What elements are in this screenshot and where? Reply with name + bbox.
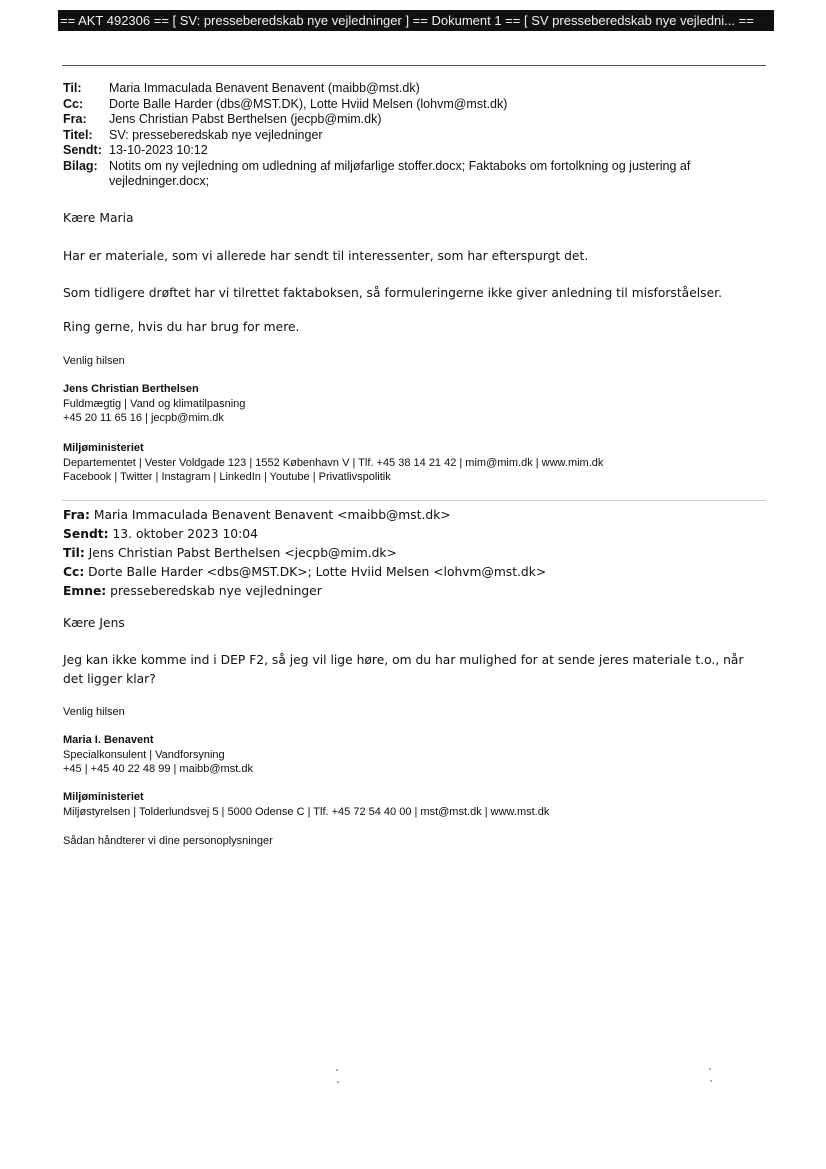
reply-closing: Venlig hilsen xyxy=(63,355,125,367)
forward-cc-value: Dorte Balle Harder <dbs@MST.DK>; Lotte Hviid Melsen <lohvm@mst.dk> xyxy=(88,565,547,579)
sendt-value: 13-10-2023 10:12 xyxy=(109,143,208,157)
reply-paragraph-3: Ring gerne, hvis du har brug for mere. xyxy=(63,320,300,334)
titel-label: Titel: xyxy=(63,127,93,142)
fra-label: Fra: xyxy=(63,112,87,126)
organization-links[interactable]: Facebook | Twitter | Instagram | LinkedIn | Youtube | Privatlivspolitik xyxy=(63,471,391,483)
forward-sendt-value: 13. oktober 2023 10:04 xyxy=(112,527,258,541)
header-row-fra xyxy=(63,112,763,128)
forward-emne-label: Emne: xyxy=(63,584,107,598)
forward-til-label: Til: xyxy=(63,546,85,560)
reply-paragraph-2: Som tidligere drøftet har vi tilrettet faktaboksen, så formuleringerne ikke giver anledning til misforståelser. xyxy=(63,286,722,300)
forward-row-sendt xyxy=(63,525,763,544)
signature-name: Jens Christian Berthelsen xyxy=(63,383,199,395)
reply-greeting: Kære Maria xyxy=(63,211,134,225)
cc-value: Dorte Balle Harder (dbs@MST.DK), Lotte Hviid Melsen (lohvm@mst.dk) xyxy=(109,96,508,111)
forward-header xyxy=(63,506,763,601)
forward-signature-contact: +45 | +45 40 22 48 99 | maibb@mst.dk xyxy=(63,763,253,775)
til-value: Maria Immaculada Benavent Benavent (maibb@mst.dk) xyxy=(109,81,420,95)
document-banner: == AKT 492306 == [ SV: presseberedskab nye vejledninger ] == Dokument 1 == [ SV presseberedskab nye vejledni... == xyxy=(58,10,774,31)
bilag-label: Bilag: xyxy=(63,158,98,173)
forward-emne-value: presseberedskab nye vejledninger xyxy=(110,584,322,598)
header-row-til xyxy=(63,81,763,97)
organization-name: Miljøministeriet xyxy=(63,442,144,454)
forward-cc-label: Cc: xyxy=(63,565,85,579)
forward-organization xyxy=(63,790,763,819)
forward-row-til xyxy=(63,544,763,563)
sendt-label: Sendt: xyxy=(63,143,102,157)
fra-value: Jens Christian Pabst Berthelsen (jecpb@mim.dk) xyxy=(109,112,382,126)
header-row-sendt xyxy=(63,143,763,159)
forward-organization-name: Miljøministeriet xyxy=(63,791,144,803)
email-header xyxy=(63,81,763,190)
signature-contact: +45 20 11 65 16 | jecpb@mim.dk xyxy=(63,412,224,424)
forward-row-fra xyxy=(63,506,763,525)
forward-fra-value: Maria Immaculada Benavent Benavent <maibb@mst.dk> xyxy=(93,508,451,522)
header-divider xyxy=(62,65,766,66)
forward-signature-title: Specialkonsulent | Vandforsyning xyxy=(63,748,225,761)
forward-signature-name: Maria I. Benavent xyxy=(63,734,154,746)
reply-paragraph-1: Har er materiale, som vi allerede har sendt til interessenter, som har efterspurgt det. xyxy=(63,249,589,263)
scan-speck xyxy=(336,1069,338,1071)
header-row-titel xyxy=(63,128,763,144)
bilag-value: Notits om ny vejledning om udledning af miljøfarlige stoffer.docx; Faktaboks om fortolkning og justering af vejledninger.docx; xyxy=(109,158,691,188)
forward-paragraph-1: Jeg kan ikke komme ind i DEP F2, så jeg vil lige høre, om du har mulighed for at sende jeres materiale t.o., når det ligger klar? xyxy=(63,653,744,686)
organization-address: Departementet | Vester Voldgade 123 | 1552 København V | Tlf. +45 38 14 21 42 | mim@mim.dk | www.mim.dk xyxy=(63,456,604,469)
forward-closing: Venlig hilsen xyxy=(63,706,125,718)
forward-row-emne xyxy=(63,582,763,601)
forward-signature xyxy=(63,733,763,777)
forward-fra-label: Fra: xyxy=(63,508,90,522)
privacy-link[interactable]: Sådan håndterer vi dine personoplysninger xyxy=(63,835,273,847)
forward-til-value: Jens Christian Pabst Berthelsen <jecpb@mim.dk> xyxy=(88,546,397,560)
scan-speck xyxy=(337,1081,339,1083)
signature-title: Fuldmægtig | Vand og klimatilpasning xyxy=(63,397,246,410)
titel-value: SV: presseberedskab nye vejledninger xyxy=(109,127,323,142)
forward-organization-address: Miljøstyrelsen | Tolderlundsvej 5 | 5000 Odense C | Tlf. +45 72 54 40 00 | mst@mst.dk | www.mst.dk xyxy=(63,805,550,818)
reply-organization xyxy=(63,441,763,485)
scan-speck xyxy=(709,1068,711,1070)
cc-label: Cc: xyxy=(63,96,84,111)
forward-greeting: Kære Jens xyxy=(63,616,125,630)
forward-divider xyxy=(62,500,766,501)
reply-signature xyxy=(63,382,763,426)
header-row-bilag xyxy=(63,159,763,190)
header-row-cc xyxy=(63,97,763,113)
forward-sendt-label: Sendt: xyxy=(63,527,109,541)
til-label: Til: xyxy=(63,81,82,95)
scan-speck xyxy=(710,1080,712,1082)
forward-row-cc xyxy=(63,563,763,582)
